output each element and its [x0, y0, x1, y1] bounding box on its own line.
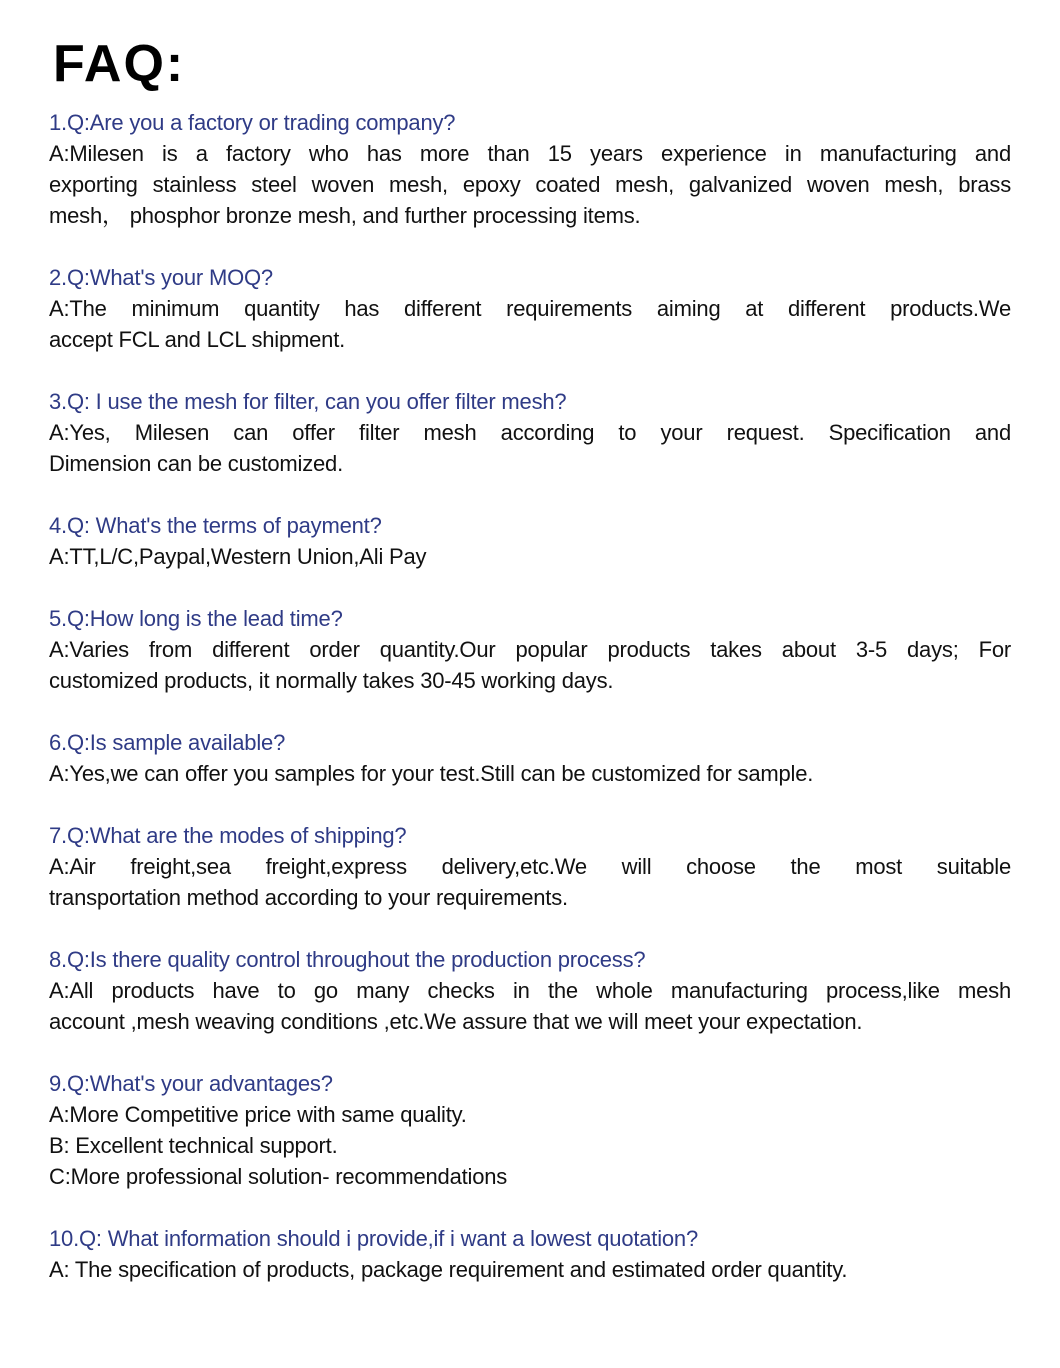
- faq-question: 2.Q:What's your MOQ?: [49, 265, 273, 290]
- faq-answer-line: A:TT,L/C,Paypal,Western Union,Ali Pay: [49, 544, 427, 569]
- faq-answer-line: A:Air freight,sea freight,express delivery,etc.We will choose the most suitable: [49, 854, 1011, 879]
- faq-question: 4.Q: What's the terms of payment?: [49, 513, 382, 538]
- faq-item-3: [49, 386, 1011, 479]
- faq-item-5: [49, 603, 1011, 696]
- faq-item-6: [49, 727, 1011, 789]
- faq-item-2: [49, 262, 1011, 355]
- faq-question: 10.Q: What information should i provide,if i want a lowest quotation?: [49, 1226, 699, 1251]
- faq-question: 9.Q:What's your advantages?: [49, 1071, 333, 1096]
- faq-answer-line: A:Varies from different order quantity.Our popular products takes about 3-5 days; For: [49, 637, 1011, 662]
- faq-answer-line: A:More Competitive price with same quality.: [49, 1102, 467, 1127]
- faq-question: 1.Q:Are you a factory or trading company?: [49, 110, 456, 135]
- faq-answer-line: A:The minimum quantity has different requirements aiming at different products.We: [49, 296, 1011, 321]
- faq-item-7: [49, 820, 1011, 913]
- faq-answer-line: C:More professional solution- recommendations: [49, 1164, 508, 1189]
- page-title: FAQ:: [53, 35, 186, 93]
- faq-answer-line: A:Yes,we can offer you samples for your test.Still can be customized for sample.: [49, 761, 814, 786]
- faq-item-4: [49, 510, 1011, 572]
- faq-answer-line: A:All products have to go many checks in the whole manufacturing process,like mesh: [49, 978, 1011, 1003]
- faq-item-9: [49, 1068, 1011, 1192]
- faq-item-1: [49, 107, 1011, 231]
- faq-answer-line: account ,mesh weaving conditions ,etc.We assure that we will meet your expectation.: [49, 1009, 863, 1034]
- faq-item-8: [49, 944, 1011, 1037]
- faq-question: 8.Q:Is there quality control throughout the production process?: [49, 947, 646, 972]
- faq-answer-line: mesh， phosphor bronze mesh, and further processing items.: [49, 203, 641, 228]
- faq-answer-line: A:Milesen is a factory who has more than 15 years experience in manufacturing and: [49, 141, 1011, 166]
- faq-answer-line: A: The specification of products, package requirement and estimated order quantity.: [49, 1257, 848, 1282]
- faq-answer-line: Dimension can be customized.: [49, 451, 343, 476]
- faq-list: [49, 107, 1011, 1316]
- faq-answer-line: B: Excellent technical support.: [49, 1133, 338, 1158]
- faq-answer-line: customized products, it normally takes 30-45 working days.: [49, 668, 614, 693]
- faq-question: 3.Q: I use the mesh for filter, can you offer filter mesh?: [49, 389, 567, 414]
- faq-answer-line: A:Yes, Milesen can offer filter mesh according to your request. Specification and: [49, 420, 1011, 445]
- faq-question: 6.Q:Is sample available?: [49, 730, 286, 755]
- faq-question: 5.Q:How long is the lead time?: [49, 606, 343, 631]
- faq-item-10: [49, 1223, 1011, 1285]
- faq-answer-line: transportation method according to your requirements.: [49, 885, 568, 910]
- faq-answer-line: accept FCL and LCL shipment.: [49, 327, 346, 352]
- faq-question: 7.Q:What are the modes of shipping?: [49, 823, 407, 848]
- faq-answer-line: exporting stainless steel woven mesh, epoxy coated mesh, galvanized woven mesh, brass: [49, 172, 1011, 197]
